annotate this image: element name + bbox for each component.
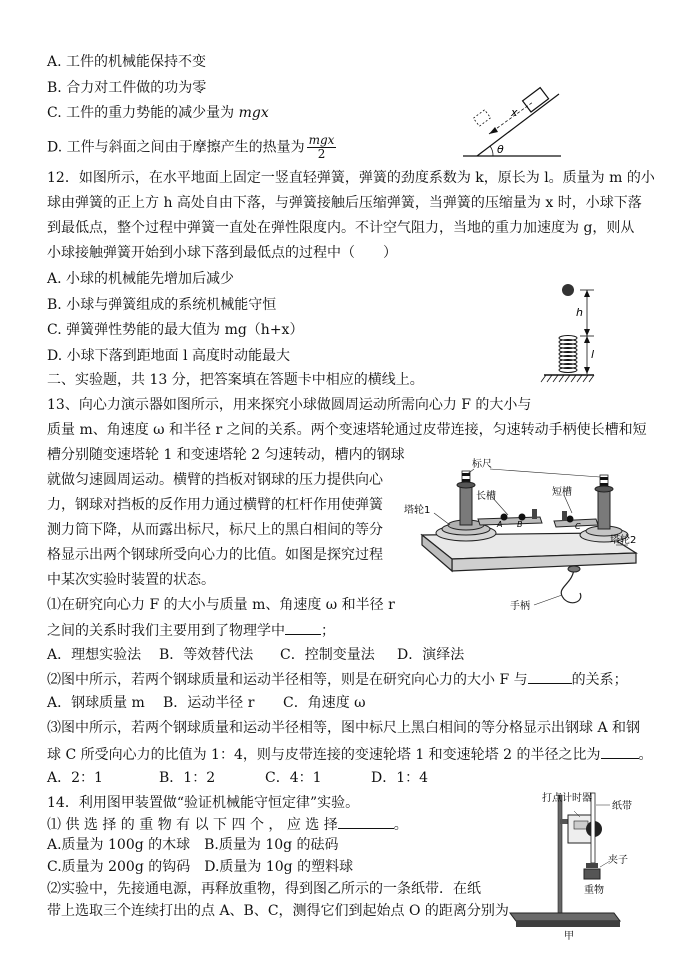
q13-sub1-option-c: C．控制变量法	[280, 647, 375, 663]
incline-label-x: x	[511, 106, 518, 119]
q13-sub2-text: ⑵图中所示，若两个钢球质量和运动半径相等，则是在研究向心力的大小 F 与	[47, 672, 528, 688]
clip-label: 夹子	[608, 855, 628, 866]
figure-caption-jia: 甲	[564, 931, 574, 941]
tape-label: 纸带	[612, 801, 632, 812]
q13-sub1-option-a: A．理想实验法	[47, 647, 142, 663]
q14-sub1-line	[47, 814, 408, 834]
q13-sub2-option-a: A．钢球质量 m	[47, 695, 145, 711]
q14-sub2-line-1: ⑵实验中，先接通电源，再释放重物，得到图乙所示的一条纸带．在纸	[47, 881, 481, 897]
q13-stem-line-2: 质量 m、角速度 ω 和半径 r 之间的关系。两个变速塔轮通过皮带连接，匀速转动手柄使长槽和短	[47, 422, 647, 438]
q13-sub1-line-1: ⑴在研究向心力 F 的大小与质量 m、角速度 ω 和半径 r	[47, 597, 395, 613]
apparatus-label-long-slot: 长槽	[476, 491, 496, 502]
q13-sub3-option-a: A．2：1	[47, 770, 103, 786]
q13-sub3-option-c: C．4：1	[265, 770, 322, 786]
q12-stem-line-3: 到最低点，整个过程中弹簧一直处在弹性限度内。不计空气阻力，当地的重力加速度为 g，则从	[47, 220, 635, 236]
q14-sub1-tail: 。	[393, 817, 408, 833]
q11-option-d	[47, 134, 336, 161]
q11-option-d-numerator: mgx	[308, 133, 335, 147]
q14-sub1-text: ⑴ 供 选 择 的 重 物 有 以 下 四 个 ， 应 选 择	[47, 817, 338, 833]
q13-stem-line-4: 就做匀速圆周运动。横臂的挡板对钢球的压力提供向心	[47, 472, 383, 488]
q13-sub1-answer-blank[interactable]	[285, 620, 321, 635]
q12-stem-line-4: 小球接触弹簧开始到小球下落到最低点的过程中（ ）	[47, 245, 397, 261]
incline-label-theta: θ	[497, 143, 504, 156]
apparatus-label-scale: 标尺	[472, 459, 492, 470]
q13-sub2-tail: 的关系；	[571, 672, 628, 688]
q12-option-d: D. 小球下落到距地面 l 高度时动能最大	[47, 348, 291, 364]
apparatus-label-ball-a: A	[497, 520, 503, 529]
q13-sub2-option-b: B．运动半径 r	[163, 695, 255, 711]
q12-option-a: A. 小球的机械能先增加后减少	[47, 271, 235, 287]
q14-sub1-answer-blank[interactable]	[338, 814, 394, 829]
timer-label: 打点计时器	[542, 793, 592, 804]
spring-label-h: h	[576, 306, 583, 319]
apparatus-label-wheel-2: 塔轮2	[610, 535, 637, 546]
spring-figure	[536, 278, 602, 388]
q13-stem-line-7: 格显示出两个钢球所受向心力的比值。如图是探究过程	[47, 547, 383, 563]
spring-label-l: l	[591, 348, 595, 361]
q13-stem-line-5: 力，钢球对挡板的反作用力通过横臂的杠杆作用使弹簧	[47, 497, 383, 513]
apparatus-label-ball-c: C	[575, 522, 581, 531]
q13-sub1-tail: ；	[321, 623, 335, 639]
ticker-timer-figure	[502, 789, 642, 941]
incline-figure	[455, 86, 565, 162]
apparatus-label-wheel-1: 塔轮1	[404, 505, 431, 516]
section-2-heading: 二、实验题，共 13 分，把答案填在答题卡中相应的横线上。	[47, 372, 424, 388]
q12-stem-line-1: 12．如图所示，在水平地面上固定一竖直轻弹簧，弹簧的劲度系数为 k，原长为 l。质量为 m 的小	[47, 170, 655, 186]
q11-option-a: A. 工件的机械能保持不变	[47, 54, 207, 70]
q14-sub2-line-2: 带上选取三个连续打出的点 A、B、C，测得它们到起始点 O 的距离分别为	[47, 903, 509, 919]
apparatus-label-handle: 手柄	[510, 601, 530, 612]
q13-sub1-line-2	[47, 620, 335, 640]
q13-sub3-answer-blank[interactable]	[601, 744, 639, 759]
q13-sub2-line-1	[47, 669, 628, 689]
q11-option-c-text: C. 工件的重力势能的减少量为	[47, 105, 239, 121]
q11-option-d-fraction	[307, 134, 337, 161]
apparatus-label-ball-b: B	[517, 520, 523, 529]
q11-option-d-text: D. 工件与斜面之间由于摩擦产生的热量为	[47, 139, 305, 156]
q12-option-b: B. 小球与弹簧组成的系统机械能守恒	[47, 297, 277, 313]
q13-sub3-option-d: D．1：4	[371, 770, 429, 786]
q14-options-line-2: C.质量为 200g 的钩码 D.质量为 10g 的塑料球	[47, 859, 354, 875]
q11-option-c	[47, 104, 269, 122]
q13-sub1-option-b: B．等效替代法	[159, 647, 254, 663]
q14-stem-line-1: 14．利用图甲装置做“验证机械能守恒定律”实验。	[47, 795, 360, 811]
q13-sub3-line-2	[47, 744, 653, 764]
q13-sub3-line-1: ⑶图中所示，若两个钢球质量和运动半径相等，图中标尺上黑白相间的等分格显示出钢球 A 和钢	[47, 720, 641, 736]
q13-sub3-tail: 。	[638, 747, 653, 763]
q11-option-c-var: mgx	[238, 105, 269, 121]
q14-options-line-1: A.质量为 100g 的木球 B.质量为 10g 的砝码	[47, 837, 339, 853]
q13-sub3-option-b: B．1：2	[159, 770, 216, 786]
q12-stem-line-2: 球由弹簧的正上方 h 高处自由下落，与弹簧接触后压缩弹簧，当弹簧的压缩量为 x 时，小球下落	[47, 195, 642, 211]
q11-option-b: B. 合力对工件做的功为零	[47, 80, 207, 96]
weight-label: 重物	[584, 885, 604, 896]
centripetal-apparatus-figure	[404, 455, 644, 615]
q13-stem-line-6: 测力筒下降，从而露出标尺，标尺上的黑白相间的等分	[47, 522, 383, 538]
apparatus-label-short-slot: 短槽	[552, 487, 572, 498]
q13-sub2-option-c: C．角速度 ω	[283, 695, 366, 711]
q13-sub1-option-d: D．演绎法	[397, 647, 465, 663]
q13-stem-line-3: 槽分别随变速塔轮 1 和变速塔轮 2 匀速转动，槽内的钢球	[47, 447, 405, 463]
q13-stem-line-8: 中某次实验时装置的状态。	[47, 572, 215, 588]
q11-option-d-denominator: 2	[317, 147, 326, 161]
q12-option-c: C. 弹簧弹性势能的最大值为 mg（h+x）	[47, 322, 304, 338]
q13-sub3-text: 球 C 所受向心力的比值为 1：4，则与皮带连接的变速轮塔 1 和变速轮塔 2 的半径之比为	[47, 747, 601, 763]
q13-sub2-answer-blank[interactable]	[528, 669, 572, 684]
q13-stem-line-1: 13、向心力演示器如图所示，用来探究小球做圆周运动所需向心力 F 的大小与	[47, 397, 532, 413]
q13-sub1-text: 之间的关系时我们主要用到了物理学中	[47, 623, 285, 639]
